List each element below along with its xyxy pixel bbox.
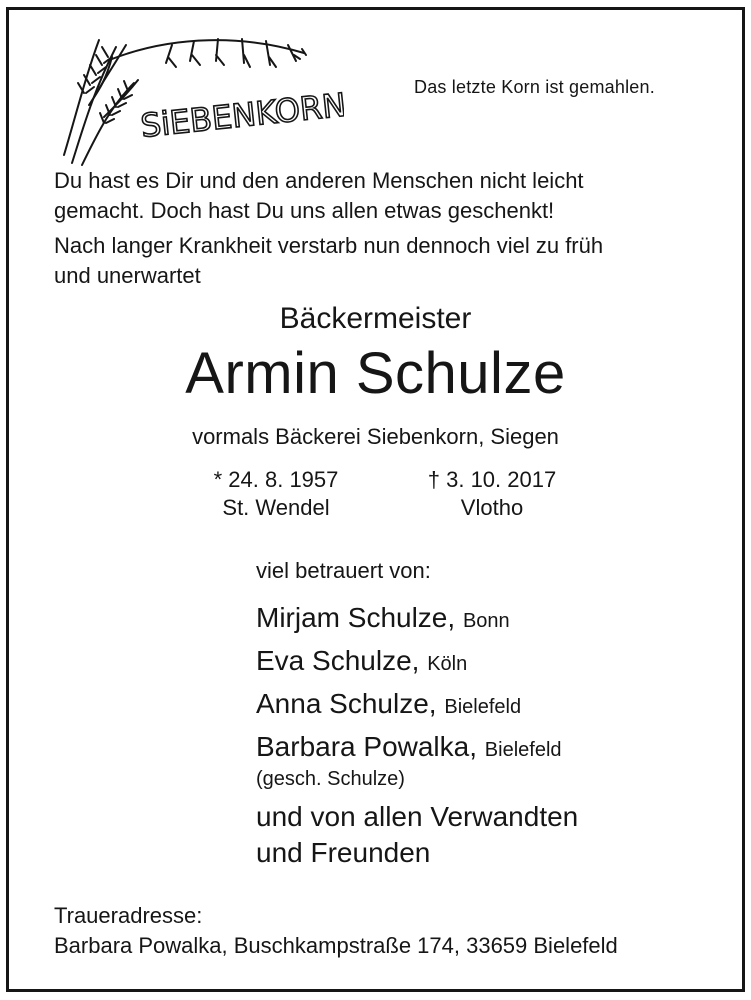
address-text: Barbara Powalka, Buschkampstraße 174, 33659 Bielefeld	[54, 933, 618, 958]
birth-place: St. Wendel	[222, 495, 330, 520]
mourner-name: Mirjam Schulze,	[256, 602, 456, 633]
mourner	[256, 730, 578, 791]
mourner	[256, 687, 578, 724]
wheat-icon	[54, 35, 344, 170]
mourner-note: (gesch. Schulze)	[256, 768, 405, 790]
relatives-text	[256, 799, 578, 871]
motto: Das letzte Korn ist gemahlen.	[414, 77, 655, 97]
intro-line: Du hast es Dir und den anderen Menschen nicht leicht	[54, 168, 584, 193]
mourner-name: Barbara Powalka,	[256, 731, 478, 762]
intro-line: gemacht. Doch hast Du uns allen etwas geschenkt!	[54, 198, 555, 223]
birth-info	[176, 466, 376, 522]
intro-line: Nach langer Krankheit verstarb nun dennoch viel zu früh	[54, 233, 604, 258]
mourner	[256, 601, 578, 638]
relatives-line: und Freunden	[256, 837, 431, 868]
mourner-city: Bonn	[462, 610, 510, 632]
mourner	[256, 644, 578, 681]
mourner-city: Köln	[427, 653, 468, 675]
relatives-line: und von allen Verwandten	[256, 801, 579, 832]
death-date: † 3. 10. 2017	[427, 467, 557, 492]
siebenkorn-logo	[54, 35, 344, 170]
intro-paragraph-1	[54, 166, 714, 226]
mourner-city: Bielefeld	[484, 739, 562, 761]
address-label: Traueradresse:	[54, 903, 203, 928]
deceased-title: Bäckermeister	[279, 302, 472, 335]
mourner-city: Bielefeld	[444, 696, 522, 718]
intro-line: und unerwartet	[54, 263, 201, 288]
mourning-address	[54, 901, 618, 961]
mourner-name: Eva Schulze,	[256, 645, 420, 676]
intro-text	[54, 166, 714, 291]
deceased-formerly: vormals Bäckerei Siebenkorn, Siegen	[192, 424, 559, 449]
mourners-heading: viel betrauert von:	[256, 558, 431, 583]
death-place: Vlotho	[460, 495, 524, 520]
death-info	[392, 466, 592, 522]
birth-date: * 24. 8. 1957	[213, 467, 339, 492]
mourners-list	[256, 558, 578, 871]
mourner-name: Anna Schulze,	[256, 688, 437, 719]
deceased-name: Armin Schulze	[185, 341, 566, 406]
intro-paragraph-2	[54, 231, 714, 291]
svg-text:SiEBENKORN: SiEBENKORN	[138, 85, 344, 145]
